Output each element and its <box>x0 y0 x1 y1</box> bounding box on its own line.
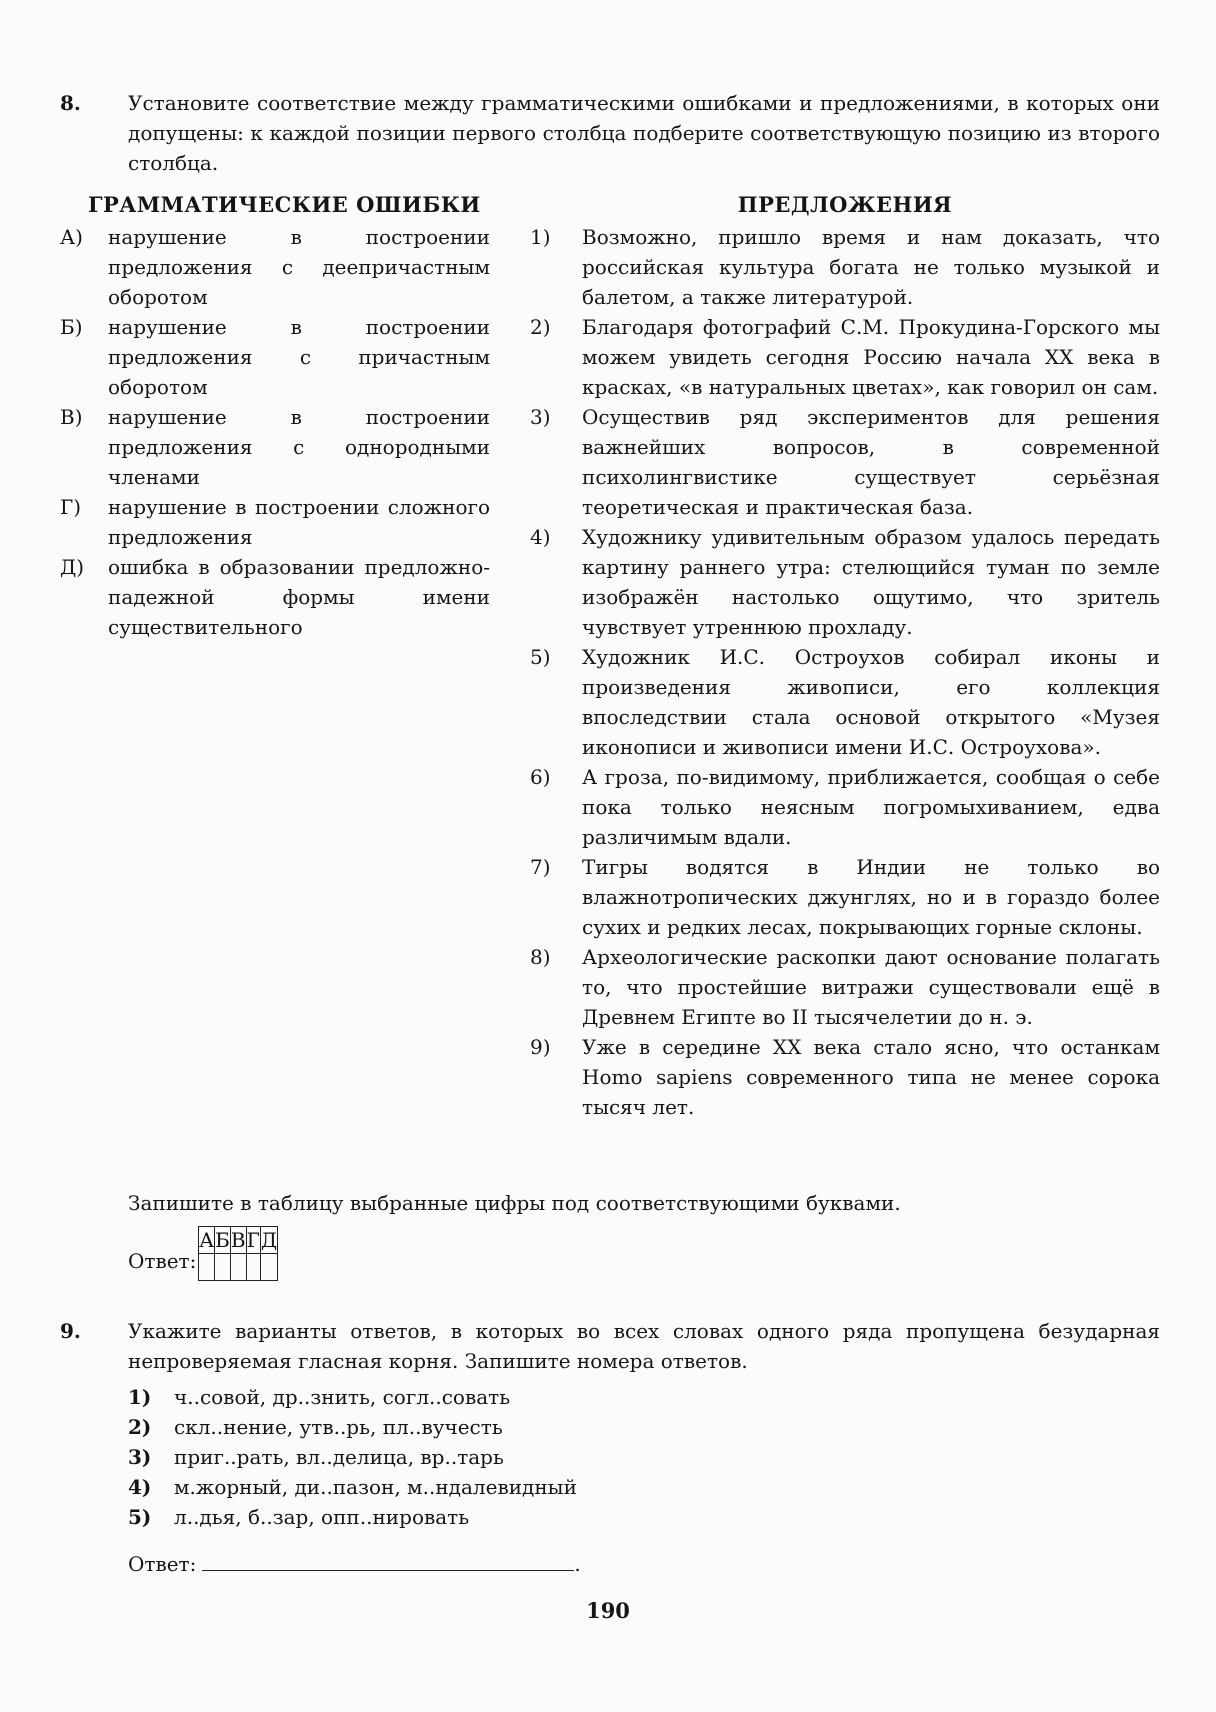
option-marker: 5) <box>128 1505 152 1529</box>
table-instruction: Запишите в таблицу выбранные цифры под соответствующими буквами. <box>128 1191 901 1215</box>
sentence-marker: 1) <box>530 225 551 249</box>
sentence-item <box>530 402 1160 522</box>
answer-input-cell[interactable] <box>199 1254 215 1281</box>
sentence-marker: 9) <box>530 1035 551 1059</box>
sentence-item <box>530 1032 1160 1122</box>
sentence-text: Благодаря фотографий С.М. Прокудина-Горского мы можем увидеть сегодня Россию начала XX века в красках, «в натуральных цветах», как говорил он сам. <box>582 315 1160 399</box>
sentence-text: А гроза, по-видимому, приближается, сообщая о себе пока только неясным погромыхиванием, едва различимым вдали. <box>582 765 1160 849</box>
answer-input-line[interactable] <box>202 1548 574 1571</box>
answer-table <box>198 1226 278 1281</box>
option-text: скл..нение, утв..рь, пл..вучесть <box>174 1415 503 1439</box>
task-8-text: Установите соответствие между грамматическими ошибками и предложениями, в которых они допущены: к каждой позиции первого столбца подберите соответствующую позицию из второго столбца. <box>128 91 1160 175</box>
answer-input-cell[interactable] <box>215 1254 231 1281</box>
error-item <box>60 222 490 312</box>
option-marker: 4) <box>128 1475 152 1499</box>
error-item <box>60 492 490 552</box>
sentence-item <box>530 642 1160 762</box>
error-text: ошибка в образовании предложно-падежной формы имени существительного <box>108 555 490 639</box>
task-8 <box>60 88 1160 178</box>
task-9-answer <box>128 1548 581 1579</box>
answer-input-cell[interactable] <box>246 1254 260 1281</box>
option-marker: 3) <box>128 1445 152 1469</box>
sentence-item <box>530 762 1160 852</box>
answer-header-cell: Б <box>215 1228 230 1252</box>
option-marker: 2) <box>128 1415 152 1439</box>
answer-header-cell: Д <box>260 1228 278 1252</box>
sentence-marker: 7) <box>530 855 551 879</box>
answer-input-cell[interactable] <box>230 1254 246 1281</box>
sentence-text: Тигры водятся в Индии не только во влажнотропических джунглях, но и в гораздо более сухих и редких лесах, покрывающих горные склоны. <box>582 855 1160 939</box>
answer-label: Ответ: <box>128 1249 197 1273</box>
sentence-marker: 2) <box>530 315 551 339</box>
sentence-item <box>530 942 1160 1032</box>
page-number: 190 <box>586 1598 630 1623</box>
sentence-text: Возможно, пришло время и нам доказать, что российская культура богата не только музыкой и балетом, а также литературой. <box>582 225 1160 309</box>
errors-header: ГРАММАТИЧЕСКИЕ ОШИБКИ <box>88 192 481 217</box>
task-9 <box>60 1316 1160 1376</box>
sentence-text: Художнику удивительным образом удалось передать картину раннего утра: стелющийся туман по земле изображён настолько ощутимо, что зритель чувствует утреннюю прохладу. <box>582 525 1160 639</box>
sentence-item <box>530 852 1160 942</box>
task-9-number: 9. <box>60 1319 81 1343</box>
option-text: м.жорный, ди..пазон, м..ндалевидный <box>174 1475 577 1499</box>
error-item <box>60 552 490 642</box>
sentence-text: Осуществив ряд экспериментов для решения важнейших вопросов, в современной психолингвистике существует серьёзная теоретическая и практическая база. <box>582 405 1160 519</box>
sentence-marker: 6) <box>530 765 551 789</box>
task-8-number: 8. <box>60 91 81 115</box>
option-marker: 1) <box>128 1385 152 1409</box>
task-9-text: Укажите варианты ответов, в которых во всех словах одного ряда пропущена безударная непроверяемая гласная корня. Запишите номера ответов. <box>128 1319 1160 1373</box>
answer-label: Ответ: <box>128 1552 197 1576</box>
error-marker: А) <box>60 225 83 249</box>
error-item <box>60 402 490 492</box>
sentence-text: Художник И.С. Остроухов собирал иконы и произведения живописи, его коллекция впоследствии стала основой открытого «Музея иконописи и живописи имени И.С. Остроухова». <box>582 645 1160 759</box>
error-marker: Д) <box>60 555 85 579</box>
sentence-item <box>530 222 1160 312</box>
option-text: ч..совой, др..знить, согл..совать <box>174 1385 511 1409</box>
sentence-text: Археологические раскопки дают основание полагать то, что простейшие витражи существовали ещё в Древнем Египте во II тысячелетии до н. э. <box>582 945 1160 1029</box>
sentences-column <box>530 190 1160 1122</box>
error-item <box>60 312 490 402</box>
sentence-text: Уже в середине XX века стало ясно, что останкам Homo sapiens современного типа не менее сорока тысяч лет. <box>582 1035 1160 1119</box>
sentence-marker: 8) <box>530 945 551 969</box>
sentences-header: ПРЕДЛОЖЕНИЯ <box>737 192 953 217</box>
answer-input-cell[interactable] <box>260 1254 277 1281</box>
option-text: л..дья, б..зар, опп..нировать <box>174 1505 470 1529</box>
answer-header-cell: В <box>230 1228 246 1252</box>
error-text: нарушение в построении сложного предложения <box>108 495 490 549</box>
error-text: нарушение в построении предложения с деепричастным оборотом <box>108 225 490 309</box>
error-text: нарушение в построении предложения с однородными членами <box>108 405 490 489</box>
sentence-item <box>530 522 1160 642</box>
errors-column <box>60 190 490 642</box>
sentence-marker: 3) <box>530 405 551 429</box>
error-text: нарушение в построении предложения с причастным оборотом <box>108 315 490 399</box>
answer-end-dot: . <box>574 1552 581 1576</box>
sentence-marker: 5) <box>530 645 551 669</box>
answer-header-cell: Г <box>246 1228 260 1252</box>
sentence-item <box>530 312 1160 402</box>
error-marker: Б) <box>60 315 83 339</box>
option-text: приг..рать, вл..делица, вр..тарь <box>174 1445 504 1469</box>
error-marker: В) <box>60 405 83 429</box>
answer-header-cell: А <box>199 1228 215 1252</box>
sentence-marker: 4) <box>530 525 551 549</box>
error-marker: Г) <box>60 495 82 519</box>
